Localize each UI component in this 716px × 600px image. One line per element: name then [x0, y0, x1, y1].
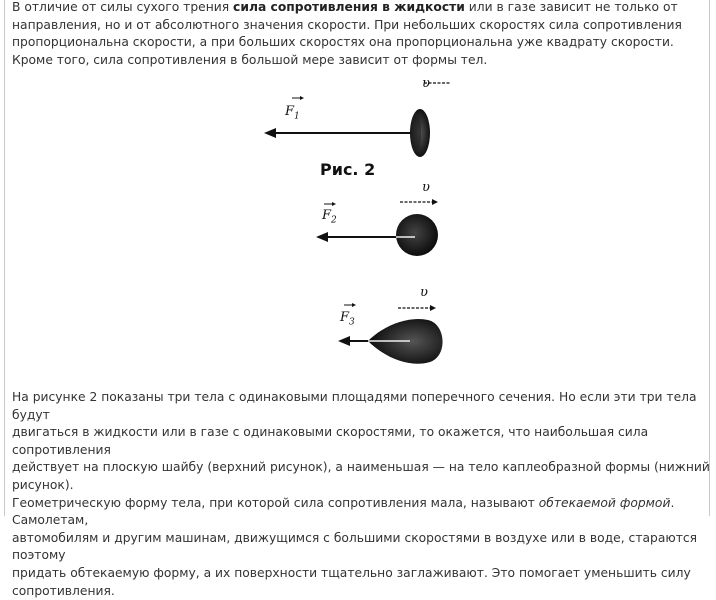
body-line-7: сопротивления. — [12, 583, 115, 598]
intro-line-3: пропорциональна скорости, а при больших скоростях она пропорциональна уже квадрату скорости. — [12, 35, 674, 50]
force-label-3: $F_3$ — [340, 310, 355, 328]
body-line-1: На рисунке 2 показаны три тела с одинаковыми площадями поперечного сечения. Но если эти три тела будут — [12, 390, 697, 422]
body-line-4: Геометрическую форму тела, при которой сила сопротивления мала, называют обтекаемой формой. Самолетам, — [12, 495, 675, 528]
bold-term: сила сопротивления в жидкости — [233, 0, 465, 14]
figure-caption: Рис. 2 — [320, 160, 376, 179]
body-line-5: автомобилям и другим машинам, движущимся с большими скоростями в воздухе или в воде, стараются поэтому — [12, 530, 698, 563]
force-label-2: $F_2$ — [322, 208, 337, 226]
body-paragraph — [12, 389, 712, 600]
body-line-2: двигаться в жидкости или в газе с одинаковыми скоростями, то окажется, что наибольшая сила сопротивления — [12, 425, 649, 457]
intro-line-1: В отличие от силы сухого трения сила сопротивления в жидкости или в газе зависит не только от — [12, 0, 678, 14]
body-line-3: действует на плоскую шайбу (верхний рисунок), а наименьшая — на тело каплеобразной формы (нижний рисунок). — [12, 460, 710, 492]
intro-paragraph — [12, 0, 712, 69]
velocity-label-3: υ — [420, 285, 428, 300]
intro-line-2: направления, но и от абсолютного значения скорости. При небольших скоростях сила сопротивления — [12, 17, 682, 32]
intro-line-4: Кроме того, сила сопротивления в большой мере зависит от формы тел. — [12, 52, 488, 67]
italic-term: обтекаемой формой — [538, 495, 671, 510]
sphere-shape — [396, 214, 438, 256]
velocity-label-1: υ — [422, 76, 430, 91]
force-label-1: $F_1$ — [285, 104, 300, 122]
figure-2 — [250, 76, 450, 375]
body-line-6: придать обтекаемую форму, а их поверхности тщательно заглаживают. Это помогает уменьшить силу — [12, 565, 691, 580]
figure-drawing — [250, 80, 450, 375]
velocity-label-2: υ — [422, 180, 430, 195]
